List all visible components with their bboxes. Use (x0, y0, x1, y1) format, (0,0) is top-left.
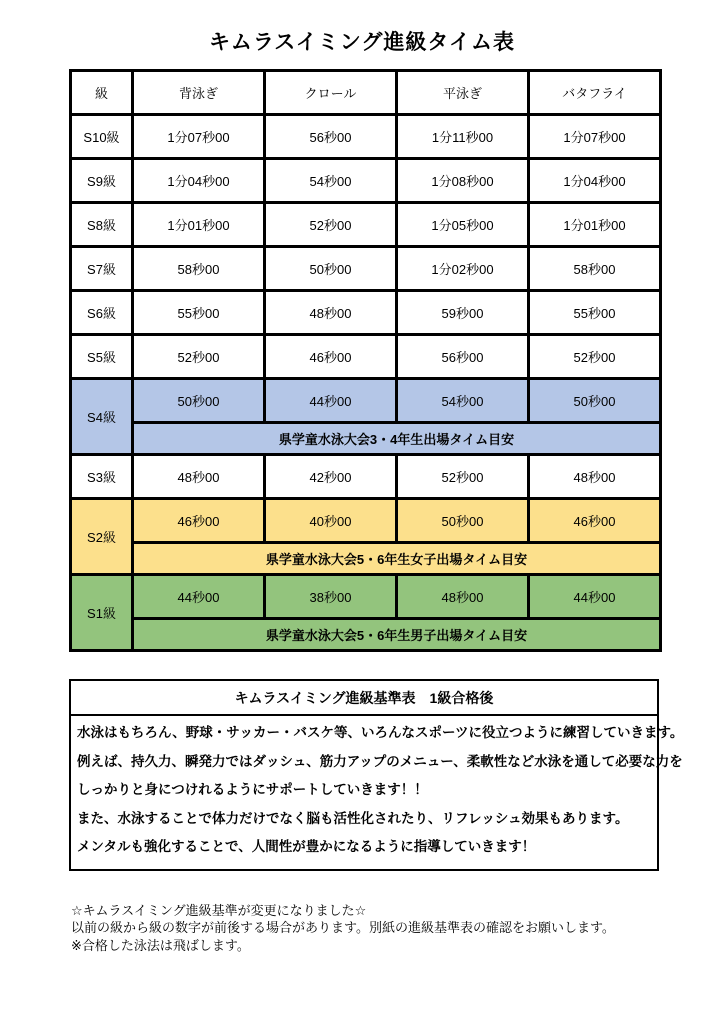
document-page (0, 26, 724, 1024)
time-cell: 48秒00 (265, 291, 397, 335)
time-cell: 1分08秒00 (397, 159, 529, 203)
grade-cell: S2級 (71, 499, 133, 575)
time-cell: 40秒00 (265, 499, 397, 543)
time-cell: 46秒00 (529, 499, 661, 543)
time-cell: 52秒00 (397, 455, 529, 499)
note-cell: 県学童水泳大会5・6年生男子出場タイム目安 (133, 619, 661, 651)
time-cell: 54秒00 (397, 379, 529, 423)
table-note-row-s2 (71, 543, 661, 575)
time-cell: 56秒00 (265, 115, 397, 159)
time-cell: 46秒00 (133, 499, 265, 543)
time-cell: 44秒00 (529, 575, 661, 619)
time-cell: 52秒00 (265, 203, 397, 247)
column-header-crawl: クロール (265, 71, 397, 115)
column-header-breaststroke: 平泳ぎ (397, 71, 529, 115)
promotion-time-table (69, 69, 662, 652)
table-row-s8 (71, 203, 661, 247)
table-row-s6 (71, 291, 661, 335)
grade-cell: S6級 (71, 291, 133, 335)
time-cell: 59秒00 (397, 291, 529, 335)
time-cell: 52秒00 (529, 335, 661, 379)
time-cell: 58秒00 (529, 247, 661, 291)
time-cell: 55秒00 (133, 291, 265, 335)
time-cell: 1分01秒00 (529, 203, 661, 247)
grade-cell: S1級 (71, 575, 133, 651)
criteria-line: 水泳はもちろん、野球・サッカー・バスケ等、いろんなスポーツに役立つように練習していきます。 (77, 725, 684, 740)
column-header-butterfly: バタフライ (529, 71, 661, 115)
grade-cell: S9級 (71, 159, 133, 203)
table-row-s7 (71, 247, 661, 291)
table-row-s4 (71, 379, 661, 423)
criteria-line: しっかりと身につけれるようにサポートしていきます！！ (77, 782, 428, 797)
table-note-row-s4 (71, 423, 661, 455)
grade-cell: S4級 (71, 379, 133, 455)
table-note-row-s1 (71, 619, 661, 651)
criteria-line: 例えば、持久力、瞬発力ではダッシュ、筋力アップのメニュー、柔軟性など水泳を通して必要な力を (77, 753, 683, 769)
time-cell: 46秒00 (265, 335, 397, 379)
table-row-s10 (71, 115, 661, 159)
table-row-s1 (71, 575, 661, 619)
footer-note-line: ☆キムラスイミング進級基準が変更になりました☆ (71, 902, 367, 918)
time-cell: 48秒00 (397, 575, 529, 619)
time-cell: 50秒00 (265, 247, 397, 291)
table-row-s2 (71, 499, 661, 543)
note-cell: 県学童水泳大会5・6年生女子出場タイム目安 (133, 543, 661, 575)
criteria-box-body (71, 716, 684, 869)
time-cell: 1分11秒00 (397, 115, 529, 159)
time-cell: 54秒00 (265, 159, 397, 203)
time-cell: 50秒00 (133, 379, 265, 423)
time-cell: 50秒00 (397, 499, 529, 543)
time-cell: 44秒00 (265, 379, 397, 423)
time-cell: 1分01秒00 (133, 203, 265, 247)
footer-notes (71, 902, 724, 955)
time-cell: 1分04秒00 (529, 159, 661, 203)
time-cell: 55秒00 (529, 291, 661, 335)
time-cell: 1分04秒00 (133, 159, 265, 203)
column-header-backstroke: 背泳ぎ (133, 71, 265, 115)
time-cell: 48秒00 (133, 455, 265, 499)
criteria-line: メンタルも強化することで、人間性が豊かになるように指導していきます！ (77, 839, 536, 854)
time-cell: 1分02秒00 (397, 247, 529, 291)
grade-cell: S3級 (71, 455, 133, 499)
table-header-row (71, 71, 661, 115)
criteria-box (69, 679, 684, 871)
time-cell: 1分07秒00 (529, 115, 661, 159)
criteria-box-title: キムラスイミング進級基準表 1級合格後 (71, 681, 657, 716)
time-cell: 56秒00 (397, 335, 529, 379)
page-title: キムラスイミング進級タイム表 (209, 31, 515, 54)
column-header-grade: 級 (71, 71, 133, 115)
table-row-s5 (71, 335, 661, 379)
time-cell: 1分05秒00 (397, 203, 529, 247)
time-cell: 58秒00 (133, 247, 265, 291)
note-cell: 県学童水泳大会3・4年生出場タイム目安 (133, 423, 661, 455)
table-row-s3 (71, 455, 661, 499)
time-cell: 48秒00 (529, 455, 661, 499)
time-cell: 1分07秒00 (133, 115, 265, 159)
time-cell: 50秒00 (529, 379, 661, 423)
time-cell: 44秒00 (133, 575, 265, 619)
grade-cell: S8級 (71, 203, 133, 247)
footer-note-line: 以前の級から級の数字が前後する場合があります。別紙の進級基準表の確認をお願いします。 (71, 920, 615, 935)
table-row-s9 (71, 159, 661, 203)
footer-note-line: ※合格した泳法は飛ばします。 (71, 937, 250, 953)
grade-cell: S7級 (71, 247, 133, 291)
time-cell: 38秒00 (265, 575, 397, 619)
grade-cell: S5級 (71, 335, 133, 379)
criteria-line: また、水泳することで体力だけでなく脳も活性化されたり、リフレッシュ効果もあります。 (77, 810, 629, 826)
grade-cell: S10級 (71, 115, 133, 159)
time-cell: 52秒00 (133, 335, 265, 379)
time-cell: 42秒00 (265, 455, 397, 499)
